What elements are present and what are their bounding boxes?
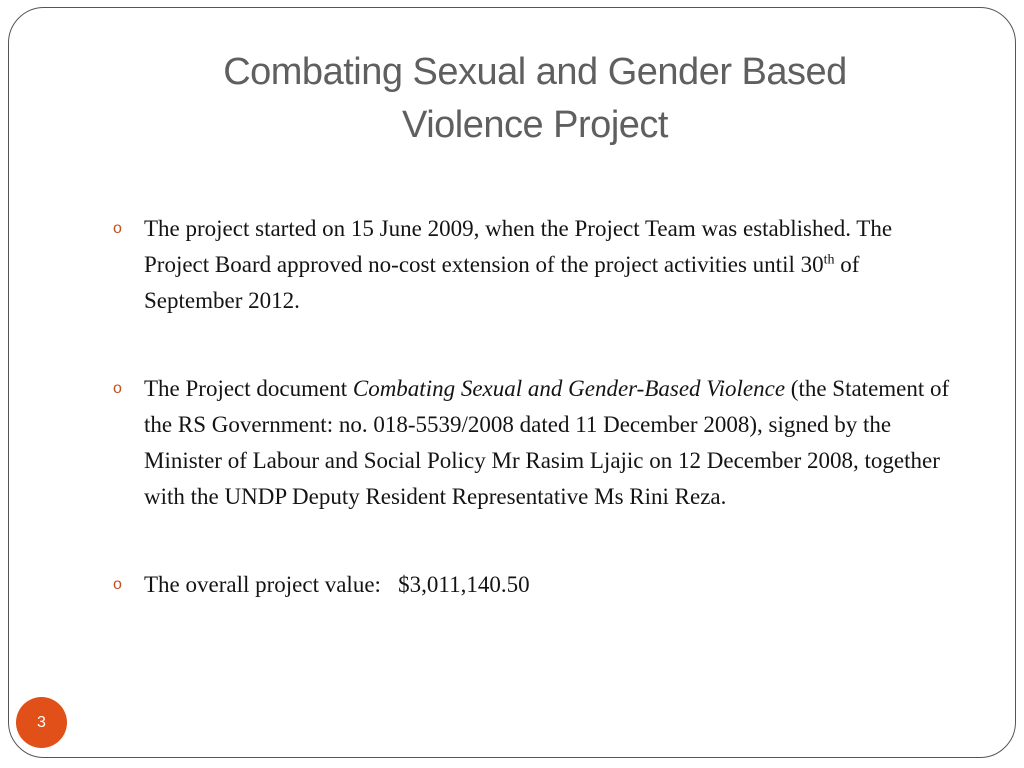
bullet-item-project-document xyxy=(113,371,953,515)
bullet-text-part: (the Statement of the RS Government: no. 018-5539/2008 dated 11 December 2008), signed by the Minister of Labour and Social Policy Mr Rasim Ljajic on 12 December 2008, together with the UNDP Deputy Resident Representative Ms Rini Reza. xyxy=(144,376,950,509)
project-value-amount: $3,011,140.50 xyxy=(398,572,530,597)
bullet-text xyxy=(144,572,530,597)
slide-title-line-2: Violence Project xyxy=(402,104,668,146)
bullet-text xyxy=(144,216,892,313)
slide-title-line-1: Combating Sexual and Gender Based xyxy=(223,51,847,93)
bullet-marker-icon: o xyxy=(113,380,122,397)
page-number-badge: 3 xyxy=(16,697,67,748)
document-title: Combating Sexual and Gender-Based Violence xyxy=(352,376,786,401)
bullet-text-part: of September 2012. xyxy=(144,252,860,313)
bullet-item-project-value xyxy=(113,567,953,603)
bullet-marker-icon: o xyxy=(113,220,122,237)
slide-title xyxy=(100,46,970,152)
bullet-text-part: The project started on 15 June 2009, when the Project Team was established. The Project Board approved no-cost extension of the project activities until 30 xyxy=(144,216,893,277)
bullet-item-project-start xyxy=(113,211,953,319)
bullet-list xyxy=(113,211,953,603)
ordinal-suffix: th xyxy=(823,252,835,268)
bullet-marker-icon: o xyxy=(113,576,122,593)
project-value-label: The overall project value: xyxy=(144,572,381,597)
bullet-text xyxy=(144,376,949,509)
bullet-text-part: The Project document xyxy=(144,376,353,401)
